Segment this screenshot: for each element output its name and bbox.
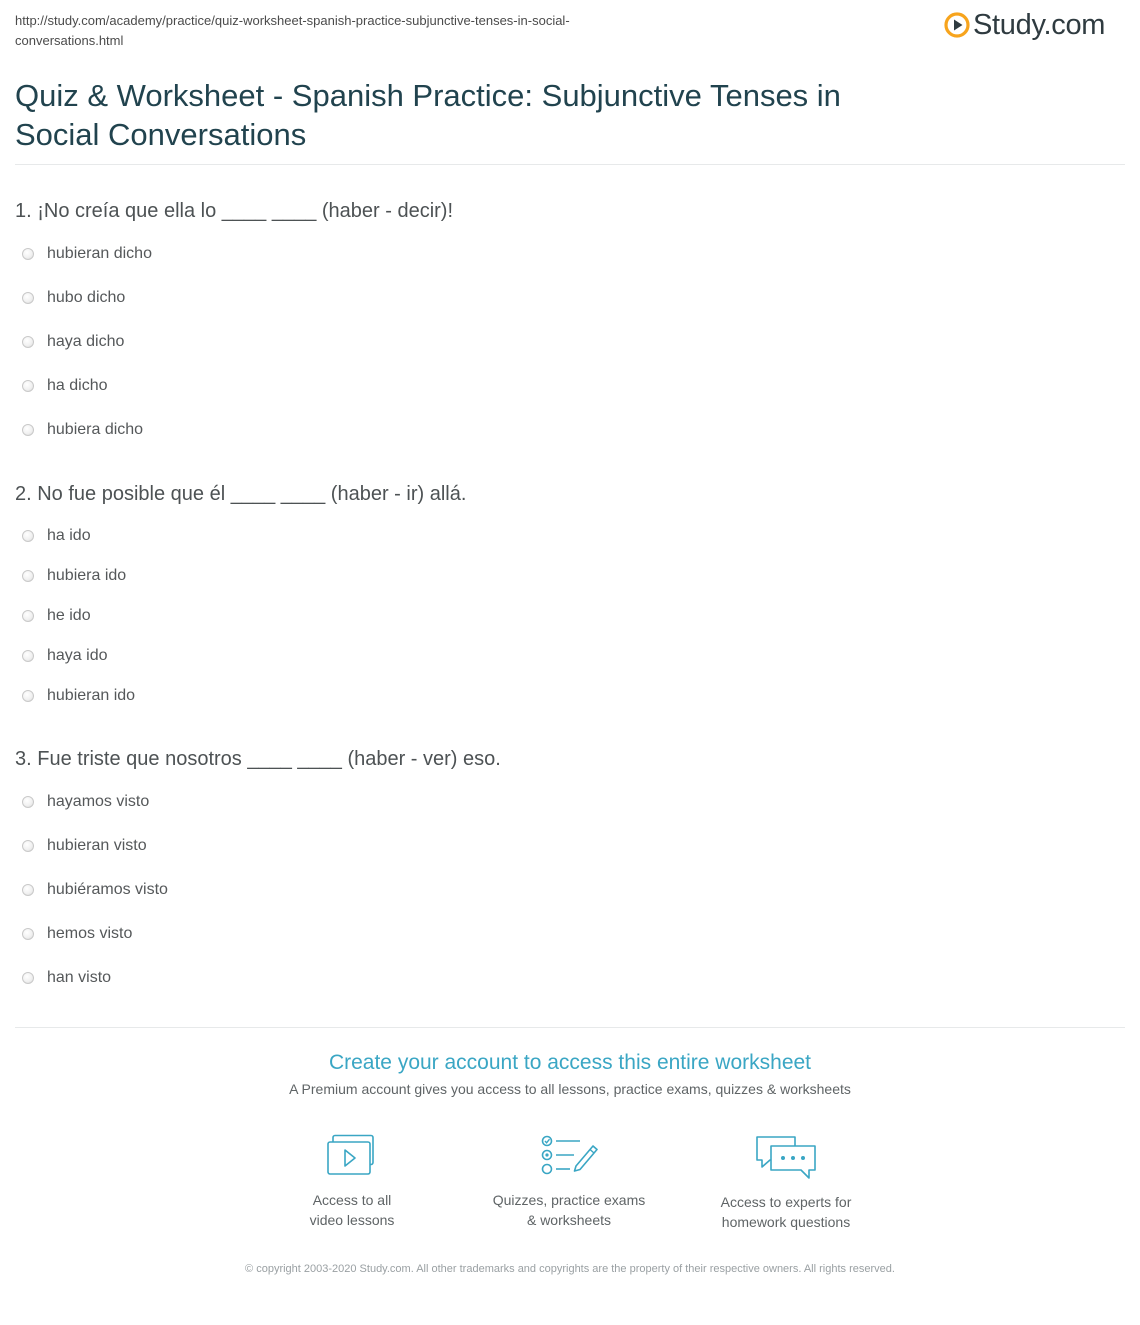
q3-option-5[interactable] <box>22 967 111 989</box>
radio-button[interactable] <box>22 690 34 702</box>
radio-button[interactable] <box>22 570 34 582</box>
radio-button[interactable] <box>22 292 34 304</box>
page-url: http://study.com/academy/practice/quiz-worksheet-spanish-practice-subjunctive-tenses-in-social-conversations.html <box>15 13 570 48</box>
feature-label: Access to experts for homework questions <box>720 1194 852 1230</box>
q2-option-1[interactable] <box>22 525 91 547</box>
q1-option-1[interactable] <box>22 243 152 265</box>
radio-button[interactable] <box>22 972 34 984</box>
radio-button[interactable] <box>22 650 34 662</box>
feature-experts <box>686 1134 886 1232</box>
option-label: hayamos visto <box>47 793 150 810</box>
page-title: Quiz & Worksheet - Spanish Practice: Subjunctive Tenses in Social Conversations <box>15 78 841 152</box>
q3-option-2[interactable] <box>22 835 147 857</box>
option-label: ha dicho <box>47 377 108 394</box>
feature-quizzes <box>469 1134 669 1230</box>
radio-button[interactable] <box>22 336 34 348</box>
option-label: hubiera ido <box>47 567 127 584</box>
play-logo-icon <box>944 12 970 38</box>
feature-video-lessons <box>252 1134 452 1230</box>
option-label: hubiéramos visto <box>47 881 168 898</box>
radio-button[interactable] <box>22 380 34 392</box>
q1-option-5[interactable] <box>22 419 143 441</box>
chat-bubbles-icon <box>754 1134 818 1180</box>
q2-option-4[interactable] <box>22 645 108 667</box>
question-1: 1. ¡No creía que ella lo ____ ____ (haber - decir)! <box>15 200 454 222</box>
logo-text: Study.com <box>973 8 1106 41</box>
radio-button[interactable] <box>22 424 34 436</box>
feature-label: Access to all video lessons <box>309 1192 395 1228</box>
option-label: hubieran dicho <box>47 245 152 262</box>
q1-option-2[interactable] <box>22 287 125 309</box>
option-label: han visto <box>47 969 112 986</box>
title-divider <box>15 164 1125 165</box>
radio-button[interactable] <box>22 928 34 940</box>
option-label: he ido <box>47 607 91 624</box>
study-logo[interactable] <box>944 9 1105 41</box>
q3-option-4[interactable] <box>22 923 132 945</box>
copyright-footer: © copyright 2003-2020 Study.com. All other trademarks and copyrights are the property of their respective owners. All rights reserved. <box>245 1263 895 1275</box>
q2-option-5[interactable] <box>22 685 135 707</box>
q3-option-1[interactable] <box>22 791 149 813</box>
radio-button[interactable] <box>22 840 34 852</box>
video-lesson-icon <box>326 1134 378 1178</box>
cta-subtitle: A Premium account gives you access to all lessons, practice exams, quizzes & worksheets <box>289 1081 851 1097</box>
option-label: haya ido <box>47 647 108 664</box>
section-divider <box>15 1027 1125 1028</box>
question-3: 3. Fue triste que nosotros ____ ____ (haber - ver) eso. <box>15 748 501 770</box>
feature-label: Quizzes, practice exams & worksheets <box>492 1192 646 1228</box>
radio-button[interactable] <box>22 530 34 542</box>
q2-option-2[interactable] <box>22 565 126 587</box>
option-label: ha ido <box>47 527 91 544</box>
option-label: hemos visto <box>47 925 133 942</box>
option-label: hubo dicho <box>47 289 126 306</box>
q3-option-3[interactable] <box>22 879 168 901</box>
create-account-link[interactable]: Create your account to access this entire worksheet <box>328 1051 812 1074</box>
option-label: hubieran visto <box>47 837 147 854</box>
radio-button[interactable] <box>22 796 34 808</box>
radio-button[interactable] <box>22 610 34 622</box>
option-label: haya dicho <box>47 333 125 350</box>
q1-option-4[interactable] <box>22 375 108 397</box>
q1-option-3[interactable] <box>22 331 124 353</box>
question-2: 2. No fue posible que él ____ ____ (haber - ir) allá. <box>15 483 467 505</box>
option-label: hubiera dicho <box>47 421 144 438</box>
q2-option-3[interactable] <box>22 605 91 627</box>
radio-button[interactable] <box>22 884 34 896</box>
radio-button[interactable] <box>22 248 34 260</box>
option-label: hubieran ido <box>47 687 136 704</box>
quiz-checklist-icon <box>540 1134 598 1178</box>
